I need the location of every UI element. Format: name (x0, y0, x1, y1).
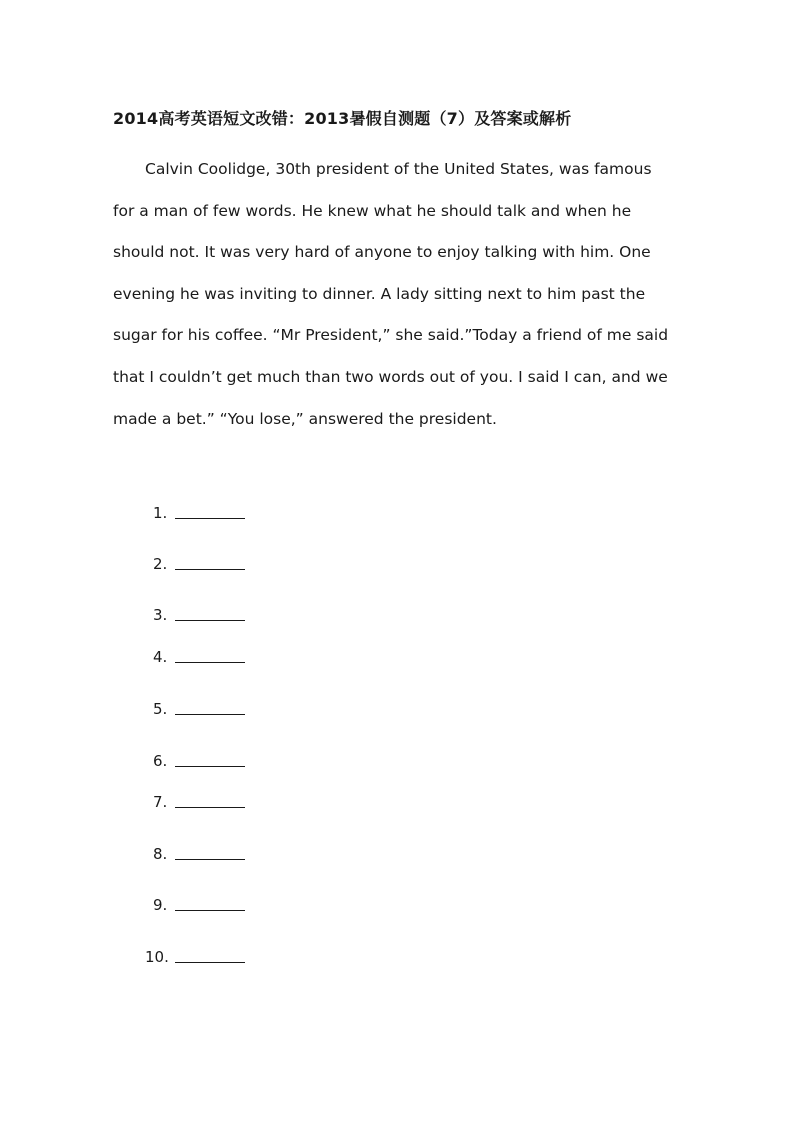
blank-number: 1. (153, 504, 168, 522)
blank-number: 4. (153, 648, 168, 666)
answer-blank-row (0, 893, 260, 917)
document-title: 2014高考英语短文改错：2013暑假自测题（7）及答案或解析 (113, 109, 572, 128)
blank-number: 7. (153, 793, 168, 811)
answer-blank-line[interactable] (175, 569, 245, 570)
blank-number: 2. (153, 555, 168, 573)
answer-blank-line[interactable] (175, 518, 245, 519)
blank-number: 3. (153, 606, 168, 624)
passage-line: made a bet.” “You lose,” answered the president. (113, 409, 497, 428)
answer-blank-line[interactable] (175, 910, 245, 911)
blank-number: 10. (145, 948, 169, 966)
answer-blank-line[interactable] (175, 766, 245, 767)
answer-blank-row (0, 501, 260, 525)
answer-blank-row (0, 603, 260, 627)
blank-number: 5. (153, 700, 168, 718)
answer-blank-line[interactable] (175, 859, 245, 860)
answer-blank-line[interactable] (175, 620, 245, 621)
passage-line: that I couldn’t get much than two words out of you. I said I can, and we (113, 367, 668, 386)
blank-number: 8. (153, 845, 168, 863)
passage-line: sugar for his coffee. “Mr President,” she said.”Today a friend of me said (113, 326, 669, 345)
answer-blank-line[interactable] (175, 807, 245, 808)
passage (113, 155, 693, 446)
answer-blank-row (0, 552, 260, 576)
answer-blank-row (0, 790, 260, 814)
blank-number: 6. (153, 752, 168, 770)
passage-line: for a man of few words. He knew what he should talk and when he (113, 201, 632, 220)
answer-blank-row (0, 645, 260, 669)
answer-blank-line[interactable] (175, 662, 245, 663)
answer-blank-row (0, 945, 260, 969)
passage-line: Calvin Coolidge, 30th president of the United States, was famous (145, 160, 652, 178)
passage-line: evening he was inviting to dinner. A lady sitting next to him past the (113, 284, 646, 303)
answer-blank-row (0, 697, 260, 721)
answer-blank-row (0, 842, 260, 866)
answer-blank-line[interactable] (175, 962, 245, 963)
passage-line: should not. It was very hard of anyone to enjoy talking with him. One (113, 243, 651, 262)
blank-number: 9. (153, 896, 168, 914)
answer-blank-row (0, 749, 260, 773)
answer-blank-line[interactable] (175, 714, 245, 715)
